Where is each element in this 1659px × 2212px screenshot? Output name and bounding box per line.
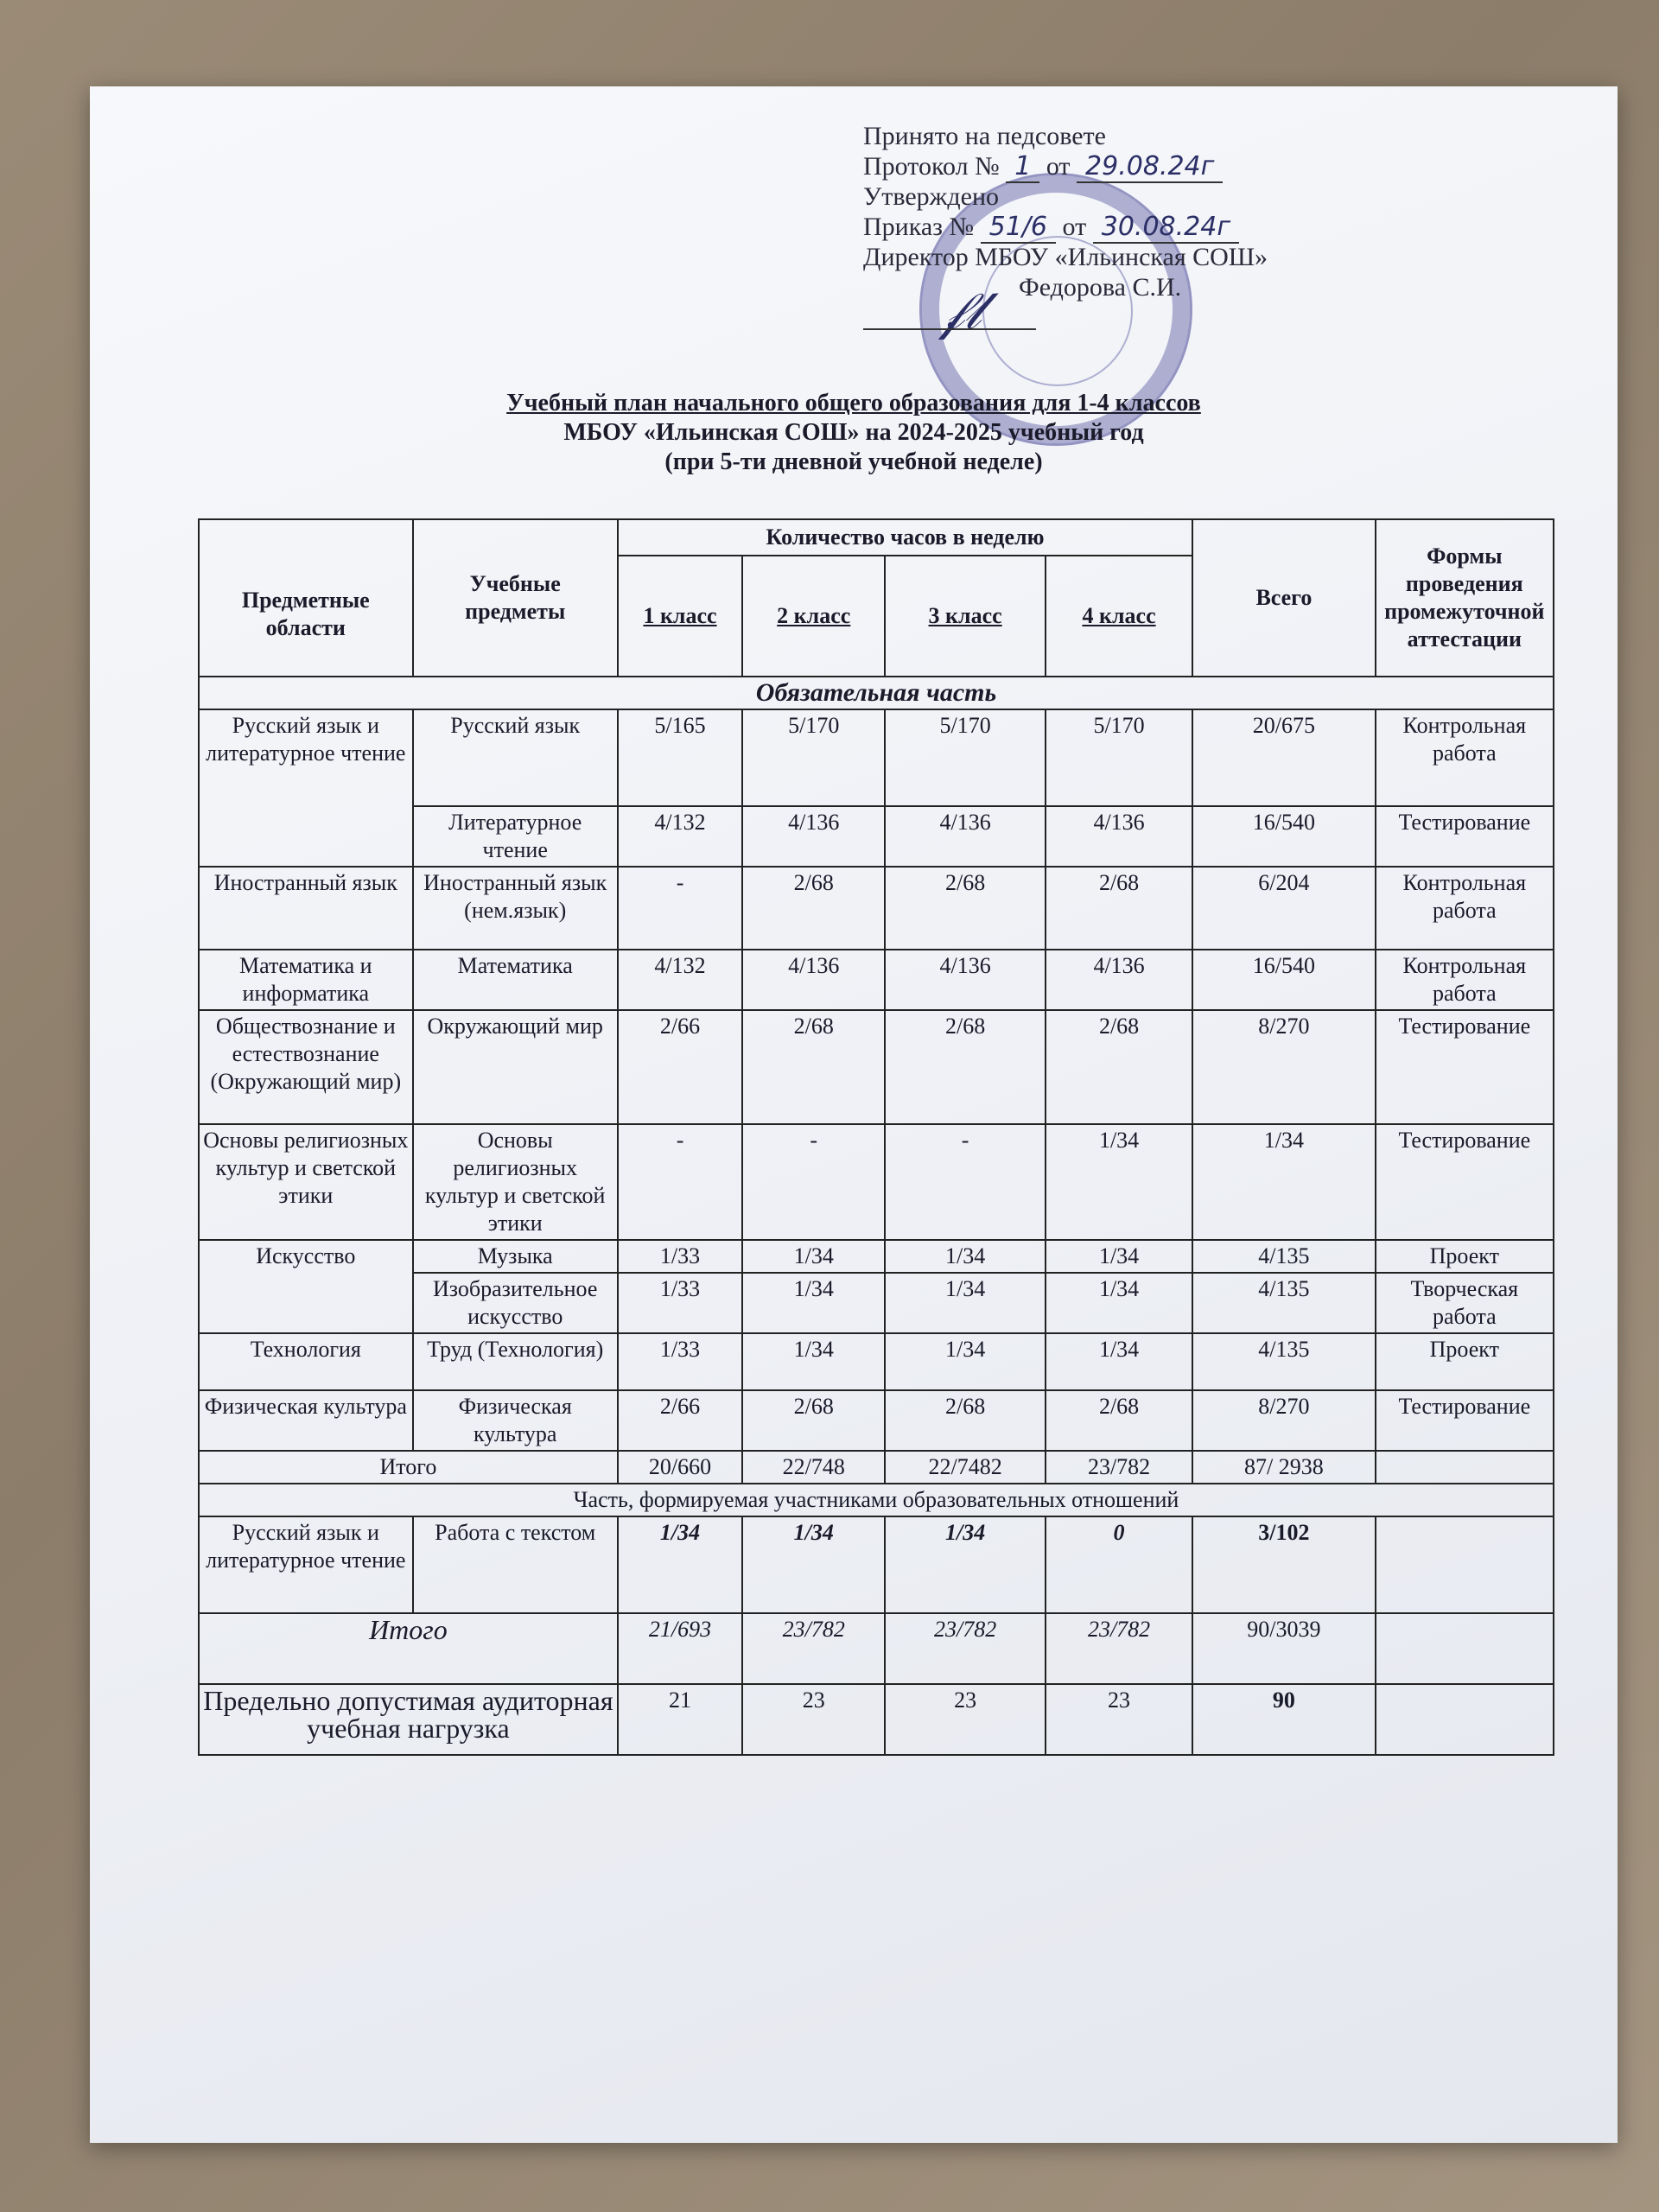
- limit-form: [1376, 1684, 1554, 1755]
- header-class-2: 2 класс: [742, 556, 885, 677]
- row-total: 8/270: [1192, 1390, 1375, 1451]
- row-class-3: 2/68: [885, 1390, 1046, 1451]
- document-page: [90, 86, 1618, 2143]
- header-area: Предметные области: [199, 519, 413, 677]
- row-class-4: 2/68: [1046, 1390, 1192, 1451]
- row-class-4: 1/34: [1046, 1124, 1192, 1240]
- row-subject: Физическая культура: [413, 1390, 618, 1451]
- row-class-2: 1/34: [742, 1240, 885, 1273]
- part2-area: Русский язык и литературное чтение: [199, 1516, 413, 1613]
- row-class-2: 4/136: [742, 806, 885, 867]
- row-form: Тестирование: [1376, 806, 1554, 867]
- row-subject: Литературное чтение: [413, 806, 618, 867]
- order-date: 30.08.24г: [1093, 212, 1239, 244]
- row-class-4: 2/68: [1046, 1010, 1192, 1124]
- approval-block: [863, 121, 1268, 302]
- itogo-total: 87/ 2938: [1192, 1451, 1375, 1484]
- itogo2-class-1: 21/693: [618, 1613, 742, 1684]
- approval-line-4: Приказ № 51/6 от 30.08.24г: [863, 212, 1268, 242]
- itogo2-label: Итого: [199, 1613, 618, 1684]
- protocol-date: 29.08.24г: [1077, 151, 1223, 183]
- part2-subject: Работа с текстом: [413, 1516, 618, 1613]
- itogo-class-4: 23/782: [1046, 1451, 1192, 1484]
- row-subject: Музыка: [413, 1240, 618, 1273]
- title-line-2: МБОУ «Ильинская СОШ» на 2024-2025 учебный год: [563, 419, 1144, 446]
- limit-label: Предельно допустимая аудиторная учебная нагрузка: [199, 1684, 618, 1755]
- document-title: [90, 389, 1618, 477]
- row-class-3: 2/68: [885, 867, 1046, 950]
- row-total: 4/135: [1192, 1333, 1375, 1390]
- itogo-class-2: 22/748: [742, 1451, 885, 1484]
- protocol-number: 1: [1006, 151, 1039, 183]
- director-signature: 𝒻𝓁: [941, 281, 982, 341]
- itogo2-class-2: 23/782: [742, 1613, 885, 1684]
- limit-class-4: 23: [1046, 1684, 1192, 1755]
- header-hours: Количество часов в неделю: [618, 519, 1192, 556]
- row-class-2: 2/68: [742, 1010, 885, 1124]
- row-class-2: 2/68: [742, 1390, 885, 1451]
- itogo2-form: [1376, 1613, 1554, 1684]
- row-class-3: -: [885, 1124, 1046, 1240]
- row-class-1: 1/33: [618, 1240, 742, 1273]
- section-mandatory: Обязательная часть: [199, 677, 1554, 709]
- row-form: Тестирование: [1376, 1124, 1554, 1240]
- part2-form: [1376, 1516, 1554, 1613]
- title-line-3: (при 5-ти дневной учебной неделе): [664, 448, 1043, 475]
- row-total: 4/135: [1192, 1240, 1375, 1273]
- part2-class-2: 1/34: [742, 1516, 885, 1613]
- itogo-form: [1376, 1451, 1554, 1484]
- header-total: Всего: [1192, 519, 1375, 677]
- row-subject: Окружающий мир: [413, 1010, 618, 1124]
- row-total: 20/675: [1192, 709, 1375, 806]
- row-class-1: -: [618, 1124, 742, 1240]
- row-form: Проект: [1376, 1333, 1554, 1390]
- row-class-3: 4/136: [885, 950, 1046, 1010]
- row-area: Иностранный язык: [199, 867, 413, 950]
- header-class-1: 1 класс: [618, 556, 742, 677]
- row-class-1: -: [618, 867, 742, 950]
- row-class-2: 4/136: [742, 950, 885, 1010]
- row-class-1: 1/33: [618, 1273, 742, 1333]
- row-area: Искусство: [199, 1240, 413, 1333]
- row-class-1: 2/66: [618, 1010, 742, 1124]
- row-form: Творческая работа: [1376, 1273, 1554, 1333]
- limit-class-2: 23: [742, 1684, 885, 1755]
- row-area: Физическая культура: [199, 1390, 413, 1451]
- section-optional: Часть, формируемая участниками образовательных отношений: [199, 1484, 1554, 1516]
- row-form: Контрольная работа: [1376, 867, 1554, 950]
- header-forms: Формы проведения промежуточной аттестации: [1376, 519, 1554, 677]
- row-subject: Труд (Технология): [413, 1333, 618, 1390]
- row-class-2: 1/34: [742, 1333, 885, 1390]
- row-class-2: 1/34: [742, 1273, 885, 1333]
- row-class-1: 4/132: [618, 806, 742, 867]
- row-subject: Математика: [413, 950, 618, 1010]
- row-class-1: 1/33: [618, 1333, 742, 1390]
- row-class-3: 1/34: [885, 1273, 1046, 1333]
- row-form: Контрольная работа: [1376, 709, 1554, 806]
- row-class-3: 2/68: [885, 1010, 1046, 1124]
- row-class-2: -: [742, 1124, 885, 1240]
- approval-line-5: Директор МБОУ «Ильинская СОШ»: [863, 243, 1268, 271]
- row-class-4: 1/34: [1046, 1273, 1192, 1333]
- row-class-4: 4/136: [1046, 806, 1192, 867]
- approval-line-3: Утверждено: [863, 182, 1000, 211]
- row-subject: Изобразительное искусство: [413, 1273, 618, 1333]
- header-class-4: 4 класс: [1046, 556, 1192, 677]
- part2-class-4: 0: [1046, 1516, 1192, 1613]
- approval-line-1: Принято на педсовете: [863, 122, 1106, 150]
- row-class-4: 2/68: [1046, 867, 1192, 950]
- signature-line: [863, 328, 1036, 330]
- row-class-2: 2/68: [742, 867, 885, 950]
- row-total: 1/34: [1192, 1124, 1375, 1240]
- row-class-2: 5/170: [742, 709, 885, 806]
- row-subject: Основы религиозных культур и светской этики: [413, 1124, 618, 1240]
- itogo2-class-4: 23/782: [1046, 1613, 1192, 1684]
- itogo-class-1: 20/660: [618, 1451, 742, 1484]
- row-class-3: 5/170: [885, 709, 1046, 806]
- limit-total: 90: [1192, 1684, 1375, 1755]
- header-class-3: 3 класс: [885, 556, 1046, 677]
- order-number: 51/6: [981, 212, 1056, 244]
- row-form: Тестирование: [1376, 1390, 1554, 1451]
- itogo2-class-3: 23/782: [885, 1613, 1046, 1684]
- row-subject: Русский язык: [413, 709, 618, 806]
- row-area: Русский язык и литературное чтение: [199, 709, 413, 867]
- row-area: Обществознание и естествознание (Окружающий мир): [199, 1010, 413, 1124]
- row-total: 4/135: [1192, 1273, 1375, 1333]
- itogo-label: Итого: [199, 1451, 618, 1484]
- row-total: 8/270: [1192, 1010, 1375, 1124]
- row-class-4: 1/34: [1046, 1240, 1192, 1273]
- title-line-1: Учебный план начального общего образования для 1-4 классов: [506, 390, 1201, 416]
- row-total: 16/540: [1192, 806, 1375, 867]
- row-class-1: 4/132: [618, 950, 742, 1010]
- row-class-4: 1/34: [1046, 1333, 1192, 1390]
- row-class-3: 1/34: [885, 1240, 1046, 1273]
- row-total: 16/540: [1192, 950, 1375, 1010]
- row-form: Тестирование: [1376, 1010, 1554, 1124]
- row-class-3: 1/34: [885, 1333, 1046, 1390]
- itogo-class-3: 22/7482: [885, 1451, 1046, 1484]
- limit-class-1: 21: [618, 1684, 742, 1755]
- approval-line-2: Протокол № 1 от 29.08.24г: [863, 151, 1268, 181]
- row-class-3: 4/136: [885, 806, 1046, 867]
- part2-total: 3/102: [1192, 1516, 1375, 1613]
- row-total: 6/204: [1192, 867, 1375, 950]
- row-subject: Иностранный язык (нем.язык): [413, 867, 618, 950]
- row-area: Математика и информатика: [199, 950, 413, 1010]
- header-subject: Учебные предметы: [413, 519, 618, 677]
- itogo2-total: 90/3039: [1192, 1613, 1375, 1684]
- curriculum-table: [198, 518, 1554, 1756]
- approval-line-6: Федорова С.И.: [1019, 273, 1182, 302]
- row-area: Технология: [199, 1333, 413, 1390]
- row-class-4: 5/170: [1046, 709, 1192, 806]
- row-form: Проект: [1376, 1240, 1554, 1273]
- row-form: Контрольная работа: [1376, 950, 1554, 1010]
- limit-class-3: 23: [885, 1684, 1046, 1755]
- part2-class-1: 1/34: [618, 1516, 742, 1613]
- row-class-4: 4/136: [1046, 950, 1192, 1010]
- part2-class-3: 1/34: [885, 1516, 1046, 1613]
- row-area: Основы религиозных культур и светской этики: [199, 1124, 413, 1240]
- row-class-1: 2/66: [618, 1390, 742, 1451]
- row-class-1: 5/165: [618, 709, 742, 806]
